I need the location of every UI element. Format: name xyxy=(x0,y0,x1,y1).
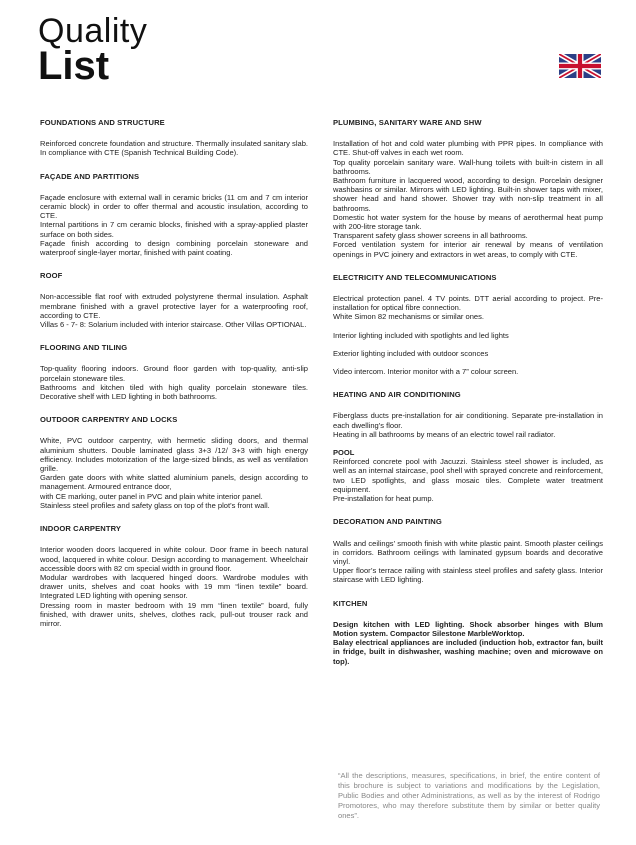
paragraph: Top-quality flooring indoors. Ground floor garden with top-quality, anti-slip porcelain stoneware tiles. xyxy=(40,364,308,383)
paragraph: Garden gate doors with white slatted aluminium panels, design according to management. Armoured entrance door, xyxy=(40,473,308,492)
paragraph: with CE marking, outer panel in PVC and plain white interior panel. xyxy=(40,491,263,501)
section-body-foundations xyxy=(40,139,308,157)
section-title-indoor-carpentry: INDOOR CARPENTRY xyxy=(40,524,122,534)
section-title-decoration: DECORATION AND PAINTING xyxy=(333,517,442,527)
section-body-flooring xyxy=(40,364,308,401)
paragraph: Interior wooden doors lacquered in white colour. Door frame in beech natural wood, lacquered in white colour. Design according to management. Wheelchair accessible doors with 82 cm special width in ground floor. xyxy=(40,545,308,573)
paragraph: Upper floor’s terrace railing with stainless steel profiles and safety glass. Interior staircase with LED lighting. xyxy=(333,566,603,585)
section-title-flooring: FLOORING AND TILING xyxy=(40,343,128,353)
brochure-title xyxy=(38,14,147,86)
paragraph: Electrical protection panel. 4 TV points. DTT aerial according to project. Pre-installation for optical fibre connection. xyxy=(333,294,603,313)
title-quality: Quality xyxy=(38,12,148,50)
section-body-plumbing xyxy=(333,139,603,259)
section-body-roof xyxy=(40,292,308,329)
paragraph: Exterior lighting included with outdoor sconces xyxy=(333,348,489,358)
section-title-foundations: FOUNDATIONS AND STRUCTURE xyxy=(40,118,165,127)
section-body-heating xyxy=(333,411,603,503)
section-title-outdoor-carpentry: OUTDOOR CARPENTRY AND LOCKS xyxy=(40,415,178,425)
paragraph: Balay electrical appliances are included (induction hob, extractor fan, built in fridge, built in dishwasher, washing machine; oven and microwave on top). xyxy=(333,638,603,666)
paragraph: Façade finish according to design combining porcelain stoneware and waterproof single-layer mortar, finished with paint coating. xyxy=(40,238,308,258)
section-body-electricity xyxy=(333,294,603,376)
title-list: List xyxy=(38,44,110,88)
section-title-electricity: ELECTRICITY AND TELECOMMUNICATIONS xyxy=(333,272,497,282)
section-title-roof: ROOF xyxy=(40,271,63,281)
paragraph: Reinforced concrete pool with Jacuzzi. Stainless steel shower is included, as well as an internal staircase, pool shell with sprayed concrete and reinforcement, two LED spotlights, and glass mosaic tiles. Complete water treatment equipment. xyxy=(333,457,603,494)
paragraph: Stainless steel profiles and safety glass on top of the plot’s front wall. xyxy=(40,500,270,510)
paragraph: Heating in all bathrooms by means of an electric towel rail radiator. xyxy=(333,429,556,439)
paragraph: Fiberglass ducts pre-installation for air conditioning. Separate pre-installation in each dwelling’s floor. xyxy=(333,411,603,430)
section-title-facade: FAÇADE AND PARTITIONS xyxy=(40,171,140,181)
paragraph: Domestic hot water system for the house by means of aerothermal heat pump with 200-litre storage tank. xyxy=(333,212,603,232)
paragraph: Transparent safety glass shower screens in all bathrooms. xyxy=(333,231,528,241)
paragraph: White, PVC outdoor carpentry, with hermetic sliding doors, and thermal aluminium shutters. Double laminated glass 3+3 /12/ 3+3 with high energy efficiency. Includes motorization of the large-sized blinds, as well as ventilation grille. xyxy=(40,436,308,474)
paragraph: Forced ventilation system for interior air renewal by means of ventilation openings in PVC joinery and extractors in wet areas, to comply with CTE. xyxy=(333,240,603,259)
left-column xyxy=(40,118,308,642)
subsection-title-pool: POOL xyxy=(333,448,355,458)
paragraph: Walls and ceilings’ smooth finish with white plastic paint. Smooth plaster ceilings in corridors. Bathroom ceilings with laminated gypsum boards and decorative vinyl. xyxy=(333,538,603,566)
paragraph: Modular wardrobes with lacquered hinged doors. Wardrobe modules with drawer units, shelves and coat hooks with 19 mm “linen textile” board. Integrated LED lighting with opening sensor. xyxy=(40,572,308,601)
section-body-outdoor-carpentry xyxy=(40,436,308,510)
paragraph: Bathrooms and kitchen tiled with high quality porcelain stoneware tiles. Decorative shelf with LED lighting in both bathrooms. xyxy=(40,382,308,402)
section-title-heating: HEATING AND AIR CONDITIONING xyxy=(333,390,461,400)
paragraph: Installation of hot and cold water plumbing with PPR pipes. In compliance with CTE. Shut-off valves in each wet room. xyxy=(333,139,603,158)
paragraph: Video intercom. Interior monitor with a 7” colour screen. xyxy=(333,367,519,377)
disclaimer-quote: “All the descriptions, measures, specifications, in brief, the entire content of this brochure is subject to variations and modifications by the Legislation, Public Bodies and other Administrations, as well as by the interest of Rodrigo Promotores, who may therefore substitute them by similar or better quality ones”. xyxy=(338,771,600,820)
paragraph: Reinforced concrete foundation and structure. Thermally insulated sanitary slab. In compliance with CTE (Spanish Technical Building Code). xyxy=(40,139,308,158)
paragraph: Villas 6 - 7- 8: Solarium included with interior staircase. Other Villas OPTIONAL. xyxy=(40,320,307,330)
uk-flag-icon[interactable] xyxy=(559,54,601,78)
section-body-facade xyxy=(40,193,308,257)
paragraph: Non-accessible flat roof with extruded polystyrene thermal insulation. Asphalt membrane finished with a gravel protective layer for a waterproofing roof, according to CTE. xyxy=(40,292,308,320)
section-body-kitchen xyxy=(333,620,603,666)
paragraph: Interior lighting included with spotlights and led lights xyxy=(333,330,509,340)
right-column xyxy=(333,118,603,680)
section-body-indoor-carpentry xyxy=(40,545,308,628)
paragraph: Top quality porcelain sanitary ware. Wall-hung toilets with built-in cistern in all bathrooms. xyxy=(333,157,603,176)
paragraph: White Simon 82 mechanisms or similar ones. xyxy=(333,312,484,322)
paragraph: Internal partitions in 7 cm ceramic blocks, finished with a spray-applied plaster surface on both sides. xyxy=(40,220,308,239)
paragraph: Façade enclosure with external wall in ceramic bricks (11 cm and 7 cm interior ceramic block) in order to offer thermal and acoustic insulation, according to CTE. xyxy=(40,192,308,221)
paragraph: Design kitchen with LED lighting. Shock absorber hinges with Blum Motion system. Compactor Silestone MarbleWorktop. xyxy=(333,619,603,638)
paragraph: Dressing room in master bedroom with 19 mm “linen textile” board, fully finished, with drawer units, shelves, clothes rack, pull-out trouser rack and mirror. xyxy=(40,600,308,628)
paragraph: Pre-installation for heat pump. xyxy=(333,494,434,504)
paragraph: Bathroom furniture in lacquered wood, according to design. Porcelain designer washbasins or similar. Mirrors with LED lighting. Built-in shower taps with mixer, shower head and hand shower. Shower tray with non-slip treatment in all bathrooms. xyxy=(333,176,603,213)
section-body-decoration xyxy=(333,539,603,585)
section-title-plumbing: PLUMBING, SANITARY WARE AND SHW xyxy=(333,118,482,127)
section-title-kitchen: KITCHEN xyxy=(333,598,368,608)
